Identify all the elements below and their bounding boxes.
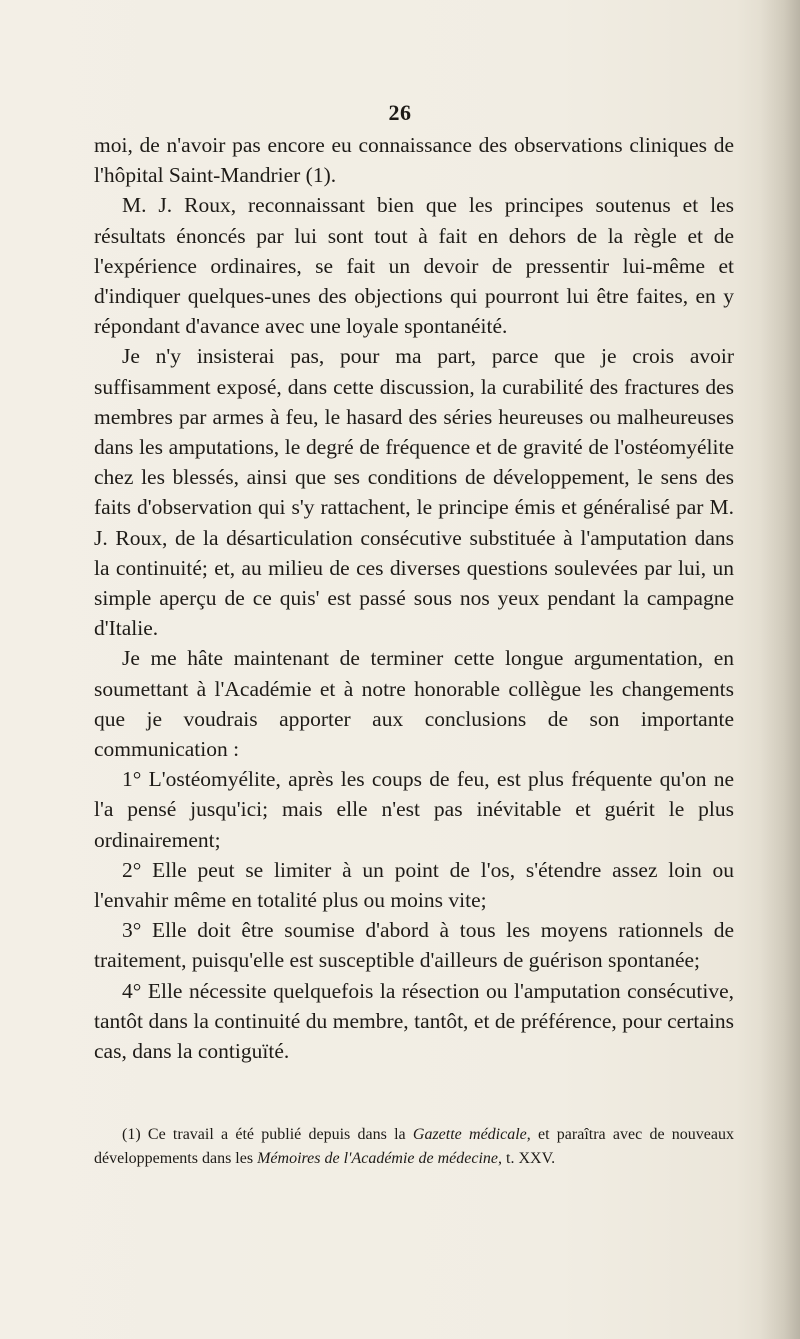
paragraph-1: moi, de n'avoir pas encore eu connaissance des observations cliniques de l'hôpital Saint-Mandrier (1). <box>94 133 734 188</box>
conclusion-4: 4° Elle nécessite quelquefois la résection ou l'amputation consécutive, tantôt dans la continuité du membre, tantôt, et de préférence, pour certains cas, dans la contiguïté. <box>94 978 734 1064</box>
footnote-prefix: (1) Ce travail a été publié depuis dans la <box>122 1126 413 1143</box>
page-edge-shadow <box>760 0 800 1339</box>
page-number: 26 <box>388 100 412 125</box>
footnote-suffix: , t. XXV. <box>498 1150 556 1167</box>
conclusion-2: 2° Elle peut se limiter à un point de l'os, s'étendre assez loin ou l'envahir même en totalité plus ou moins vite; <box>94 857 734 913</box>
footnote-journal: Gazette médicale <box>412 1126 527 1143</box>
conclusion-3: 3° Elle doit être soumise d'abord à tous les moyens rationnels de traitement, puisqu'elle est susceptible d'ailleurs de guérison spontanée; <box>94 918 734 973</box>
footnote-memoirs: Mémoires de l'Académie de médecine <box>257 1150 499 1167</box>
paragraph-2: M. J. Roux, reconnaissant bien que les principes soutenus et les résultats énoncés par lui sont tout à fait en dehors de la règle et de l'expérience ordinaires, se fait un devoir de pressentir lui-même et d'indiquer quelques-unes des objections qui pourront lui être faites, en y répondant d'avance avec une loyale spontanéité. <box>94 193 734 339</box>
paragraph-4: Je me hâte maintenant de terminer cette longue argumentation, en soumettant à l'Académie et à notre honorable collègue les changements que je voudrais apporter aux conclusions de son importante communication : <box>94 646 734 762</box>
conclusion-1: 1° L'ostéomyélite, après les coups de feu, est plus fréquente qu'on ne l'a pensé jusqu'ici; mais elle n'est pas inévitable et guérit le plus ordinairement; <box>94 767 734 852</box>
paragraph-3: Je n'y insisterai pas, pour ma part, parce que je crois avoir suffisamment exposé, dans cette discussion, la curabilité des fractures des membres par armes à feu, le hasard des séries heureuses ou malheureuses dans les amputations, le degré de fréquence et de gravité de l'ostéomyélite chez les blessés, ainsi que ses conditions de développement, le sens des faits d'observation qui s'y rattachent, le principe émis et généralisé par M. J. Roux, de la désarticulation consécutive substituée à l'amputation dans la continuité; et, au milieu de ces diverses questions soulevées par lui, un simple aperçu de ce quis' est passé sous nos yeux pendant la campagne d'Italie. <box>94 344 734 641</box>
footnote <box>94 1123 734 1171</box>
footnote-middle: , et paraîtra avec de nouveaux développements dans les <box>94 1126 734 1167</box>
body-text <box>94 130 734 1066</box>
